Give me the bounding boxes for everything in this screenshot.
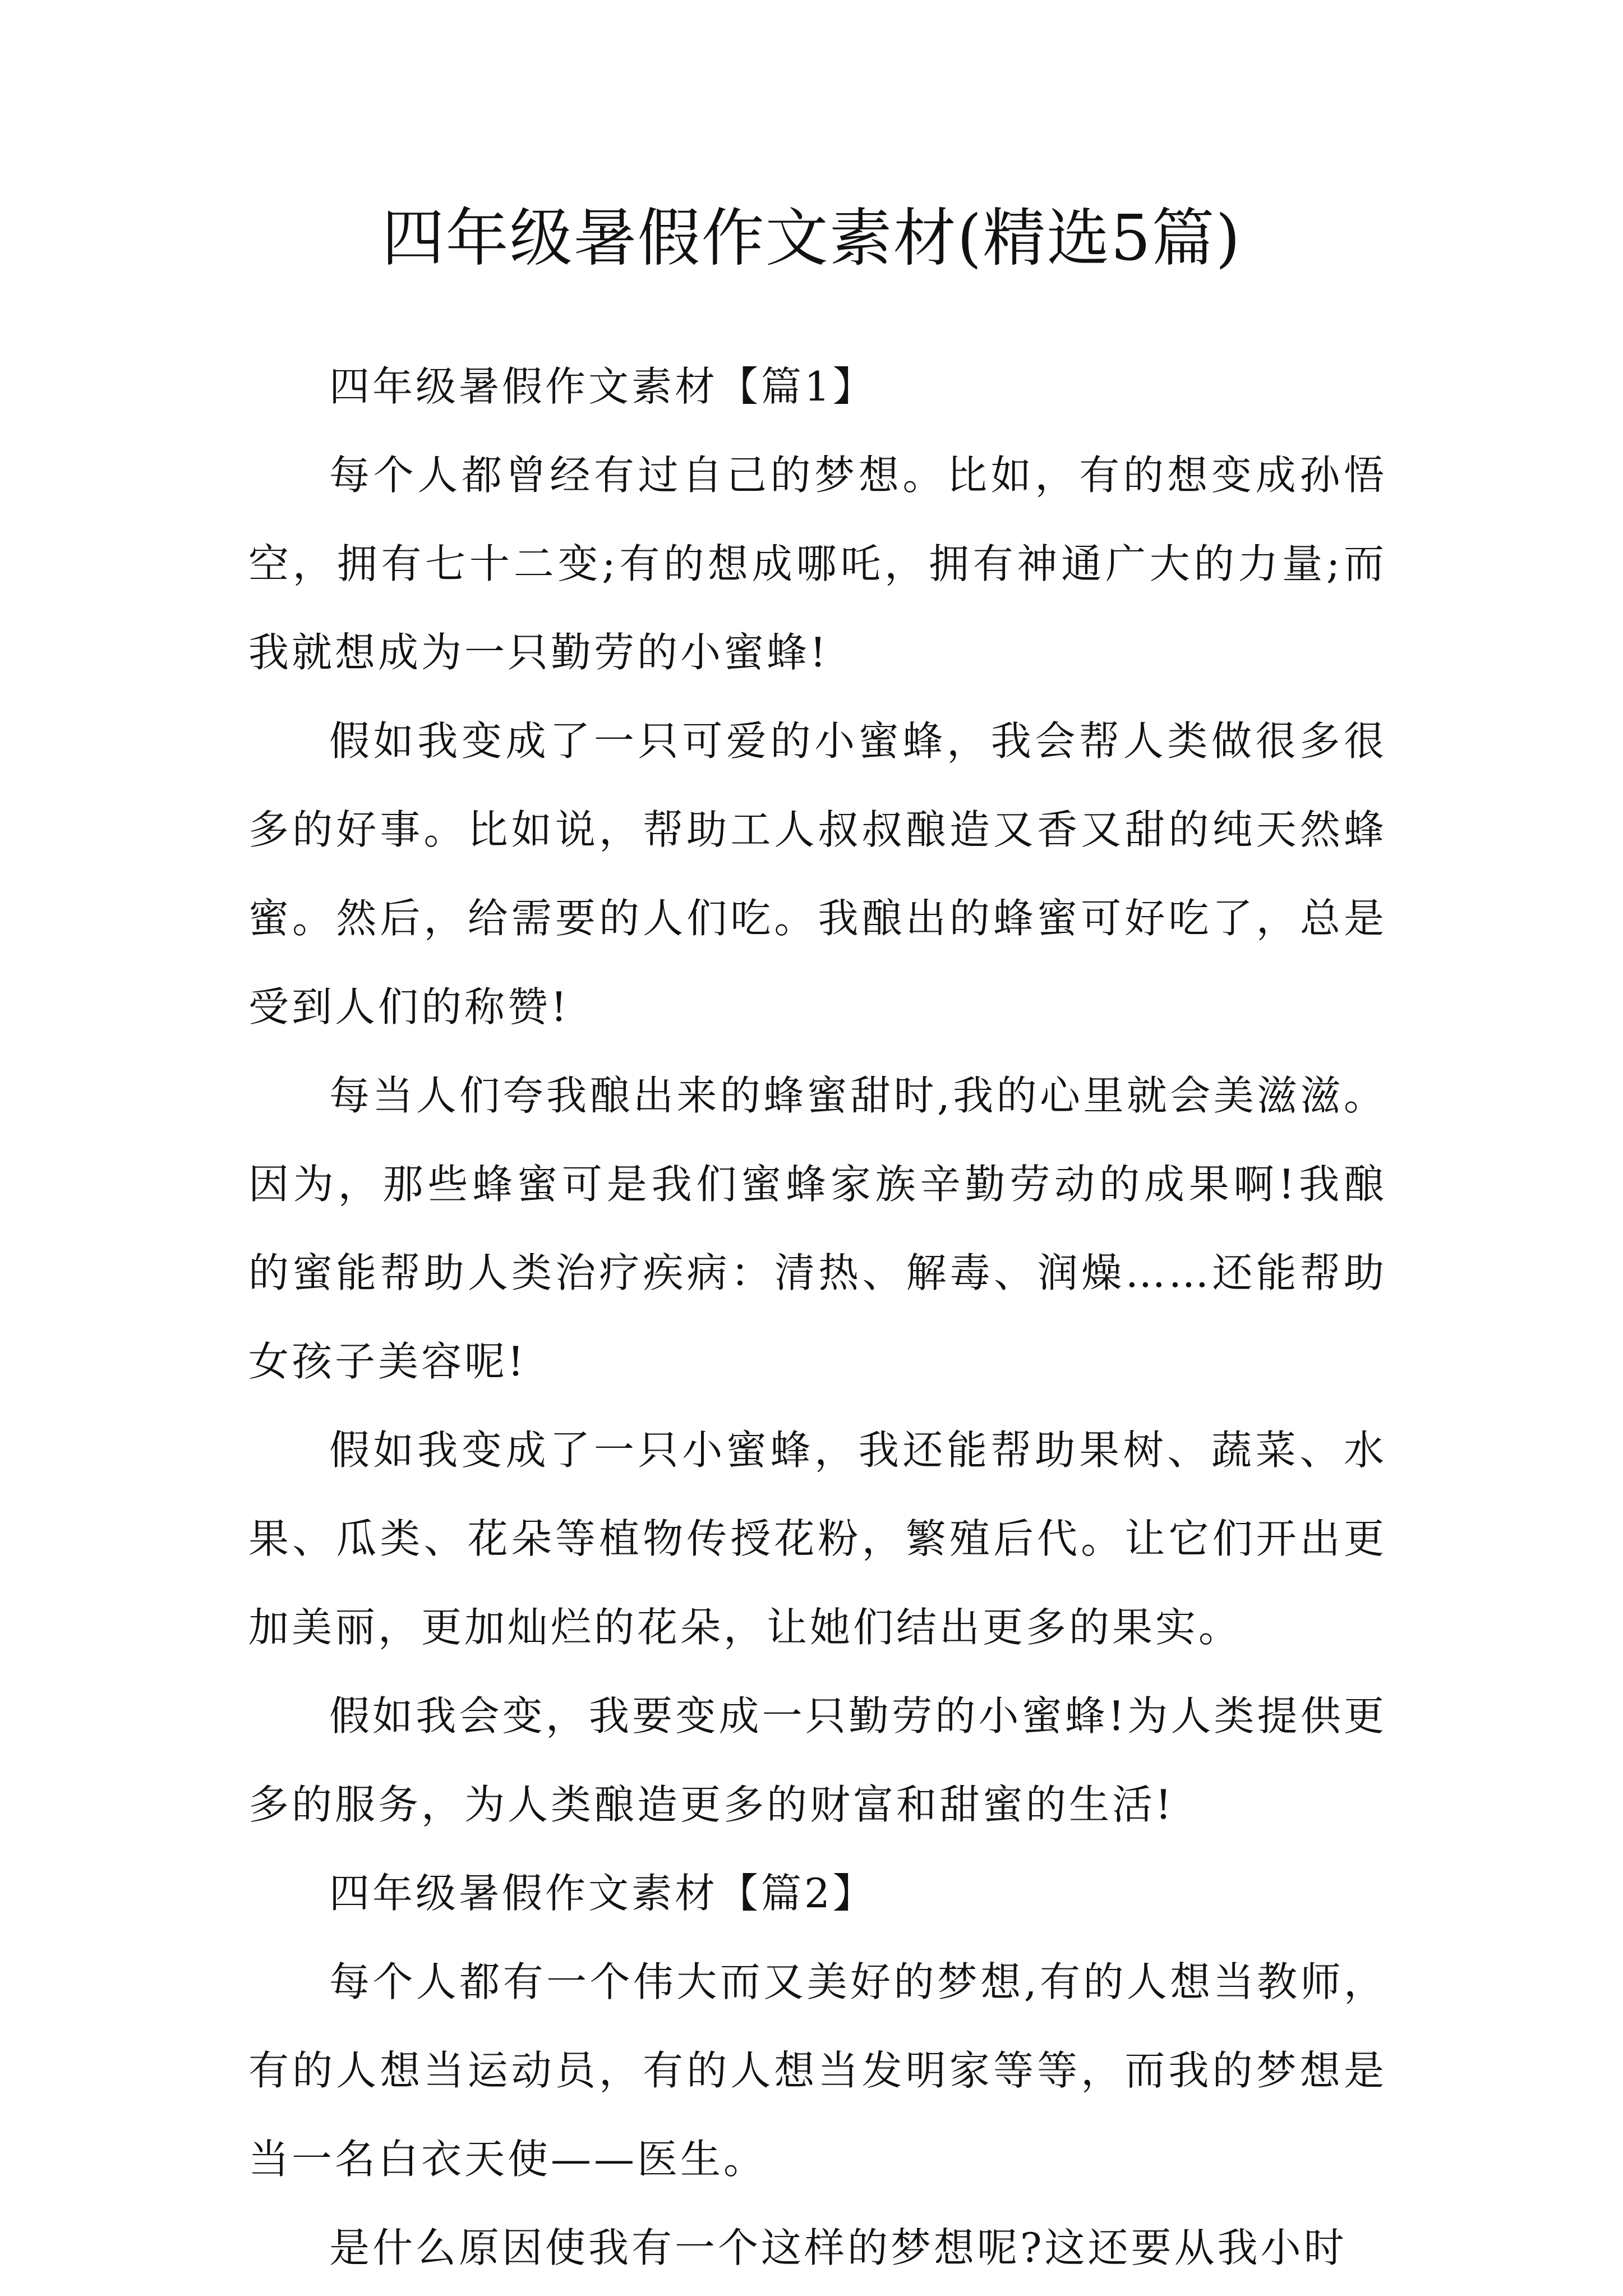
- section-1-paragraph-5: 假如我会变，我要变成一只勤劳的小蜜蜂!为人类提供更多的服务，为人类酿造更多的财富和甜蜜的生活!: [248, 1692, 1387, 1828]
- section-1-paragraph-3: 每当人们夸我酿出来的蜂蜜甜时,我的心里就会美滋滋。因为，那些蜂蜜可是我们蜜蜂家族辛勤劳动的成果啊!我酿的蜜能帮助人类治疗疾病：清热、解毒、润燥……还能帮助女孩子美容呢!: [248, 1072, 1387, 1385]
- section-2-paragraph-1: 每个人都有一个伟大而又美好的梦想,有的人想当教师，有的人想当运动员，有的人想当发明家等等，而我的梦想是当一名白衣天使——医生。: [248, 1958, 1387, 2183]
- document-body: [248, 342, 1387, 2292]
- section-2-heading: 四年级暑假作文素材【篇2】: [329, 1870, 876, 1917]
- section-2-paragraph-2: 是什么原因使我有一个这样的梦想呢?这还要从我小时: [329, 2224, 1347, 2271]
- section-1-paragraph-1: 每个人都曾经有过自己的梦想。比如，有的想变成孙悟空，拥有七十二变;有的想成哪吒，拥有神通广大的力量;而我就想成为一只勤劳的小蜜蜂!: [248, 452, 1387, 676]
- section-1-paragraph-2: 假如我变成了一只可爱的小蜜蜂，我会帮人类做很多很多的好事。比如说，帮助工人叔叔酿造又香又甜的纯天然蜂蜜。然后，给需要的人们吃。我酿出的蜂蜜可好吃了，总是受到人们的称赞!: [248, 717, 1387, 1030]
- section-1-heading: 四年级暑假作文素材【篇1】: [329, 363, 876, 410]
- document-title: 四年级暑假作文素材(精选5篇): [381, 202, 1242, 275]
- section-1-paragraph-4: 假如我变成了一只小蜜蜂，我还能帮助果树、蔬菜、水果、瓜类、花朵等植物传授花粉，繁殖后代。让它们开出更加美丽，更加灿烂的花朵，让她们结出更多的果实。: [248, 1427, 1387, 1651]
